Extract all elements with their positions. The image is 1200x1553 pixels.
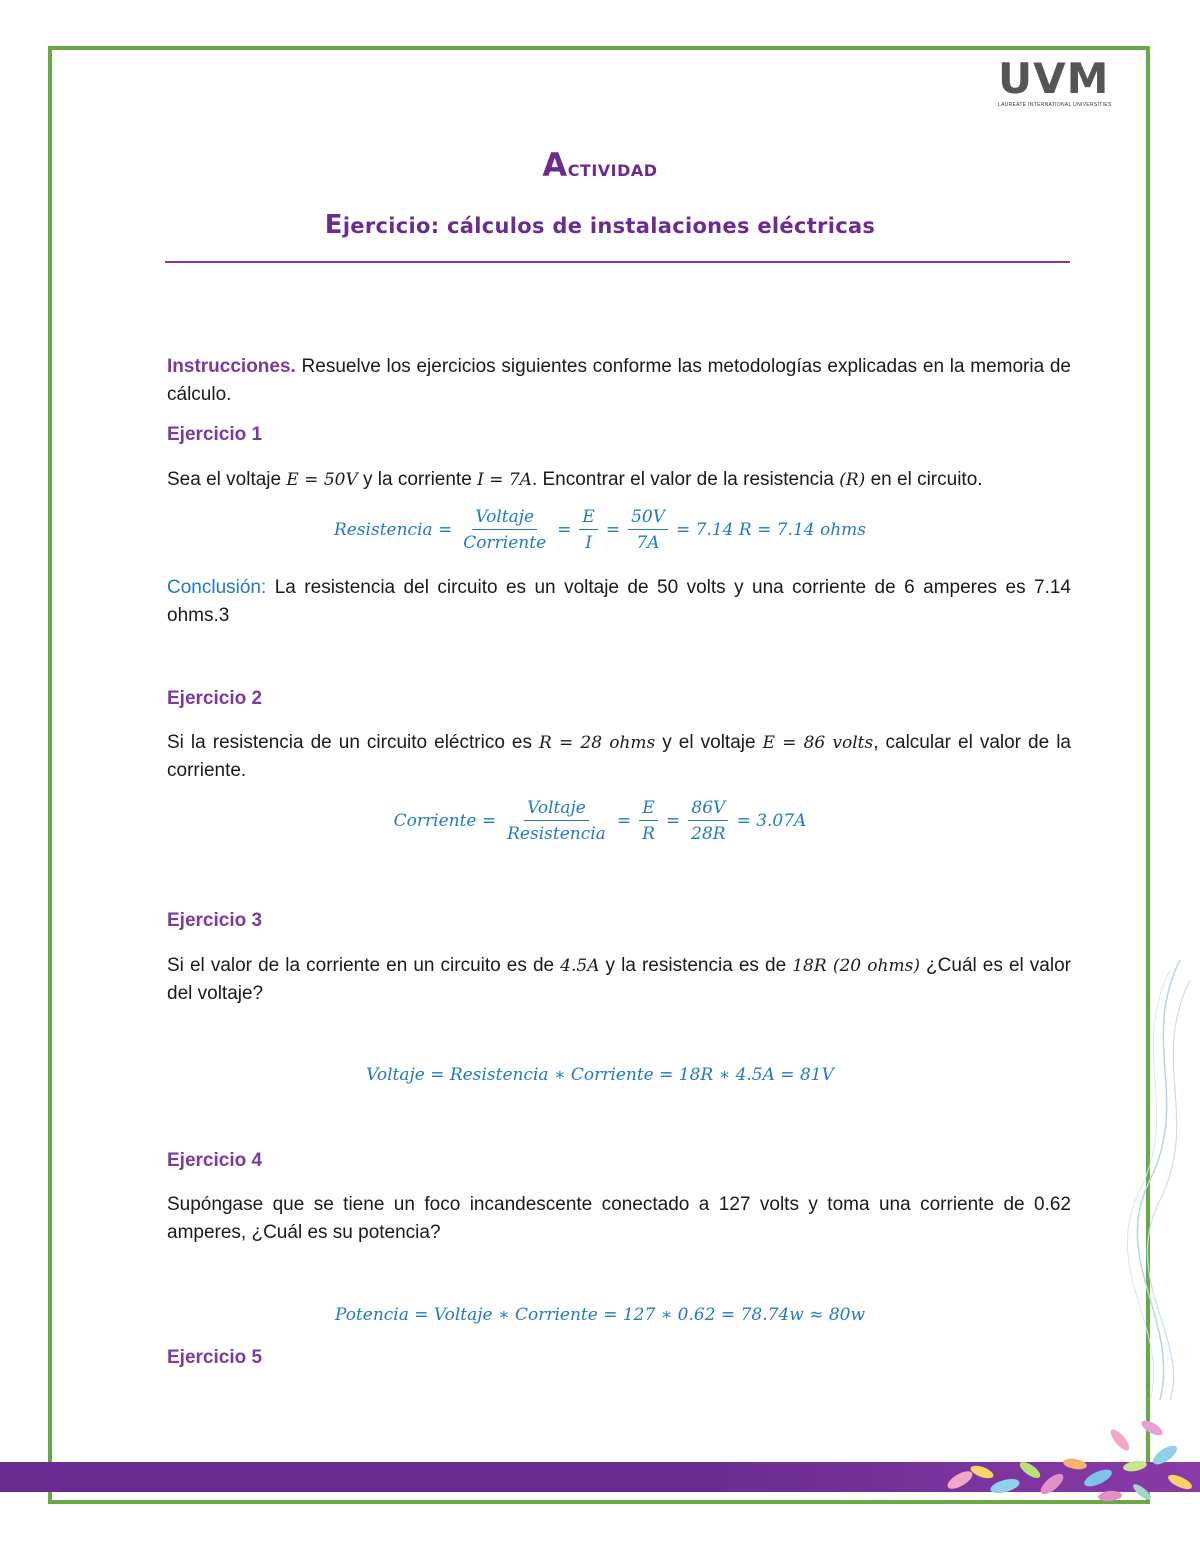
exercise-4-heading: Ejercicio 4 <box>167 1150 263 1171</box>
exercise-2-heading: Ejercicio 2 <box>167 688 263 709</box>
exercise-5-heading: Ejercicio 5 <box>167 1347 263 1368</box>
exercise-3-equation: Voltaje = Resistencia ∗ Corriente = 18R ∗ 4.5A = 81V <box>366 1065 834 1085</box>
exercise-3-heading: Ejercicio 3 <box>167 910 263 931</box>
decorative-swirl <box>1120 960 1200 1400</box>
page-subtitle: Ejercicio: cálculos de instalaciones eléctricas <box>324 210 876 240</box>
title-divider <box>165 261 1070 263</box>
page-title: Actividad <box>542 146 658 184</box>
exercise-1-statement: Sea el voltaje E = 50V y la corriente I = 7A. Encontrar el valor de la resistencia (R) en el circuito. <box>167 469 983 490</box>
logo-text: UVM <box>998 54 1110 103</box>
logo-subtitle: LAUREATE INTERNATIONAL UNIVERSITIES <box>998 102 1112 108</box>
uvm-logo <box>998 54 1122 110</box>
exercise-4-equation: Potencia = Voltaje ∗ Corriente = 127 ∗ 0.62 = 78.74w ≈ 80w <box>334 1305 866 1325</box>
exercise-1-heading: Ejercicio 1 <box>167 424 263 445</box>
exercise-2-statement: Si la resistencia de un circuito eléctrico es R = 28 ohms y el voltaje E = 86 volts, calcular el valor de la corriente. <box>167 732 1071 781</box>
exercise-3-statement: Si el valor de la corriente en un circuito es de 4.5A y la resistencia es de 18R (20 ohms) ¿Cuál es el valor del voltaje? <box>167 955 1071 1004</box>
instructions: Instrucciones. Resuelve los ejercicios siguientes conforme las metodologías explicadas en la memoria de cálculo. <box>167 356 1071 405</box>
decorative-flowers <box>920 1400 1200 1510</box>
exercise-1-conclusion: Conclusión: La resistencia del circuito es un voltaje de 50 volts y una corriente de 6 amperes es 7.14 ohms.3 <box>167 577 1071 626</box>
exercise-2-equation: Corriente = $\frac{\text{Voltaje}}{\text{Resistencia}}$ = $\frac{E}{R}$ = $\frac{86V}{28R}$ = 3.07A <box>393 798 807 844</box>
exercise-1-equation: Resistencia = $\frac{\text{Voltaje}}{\text{Corriente}}$ = $\frac{E}{I}$ = $\frac{50V}{7A}$ = 7.14 R = 7.14 ohms <box>333 507 867 553</box>
exercise-4-statement: Supóngase que se tiene un foco incandescente conectado a 127 volts y toma una corriente de 0.62 amperes, ¿Cuál es su potencia? <box>167 1194 1071 1243</box>
